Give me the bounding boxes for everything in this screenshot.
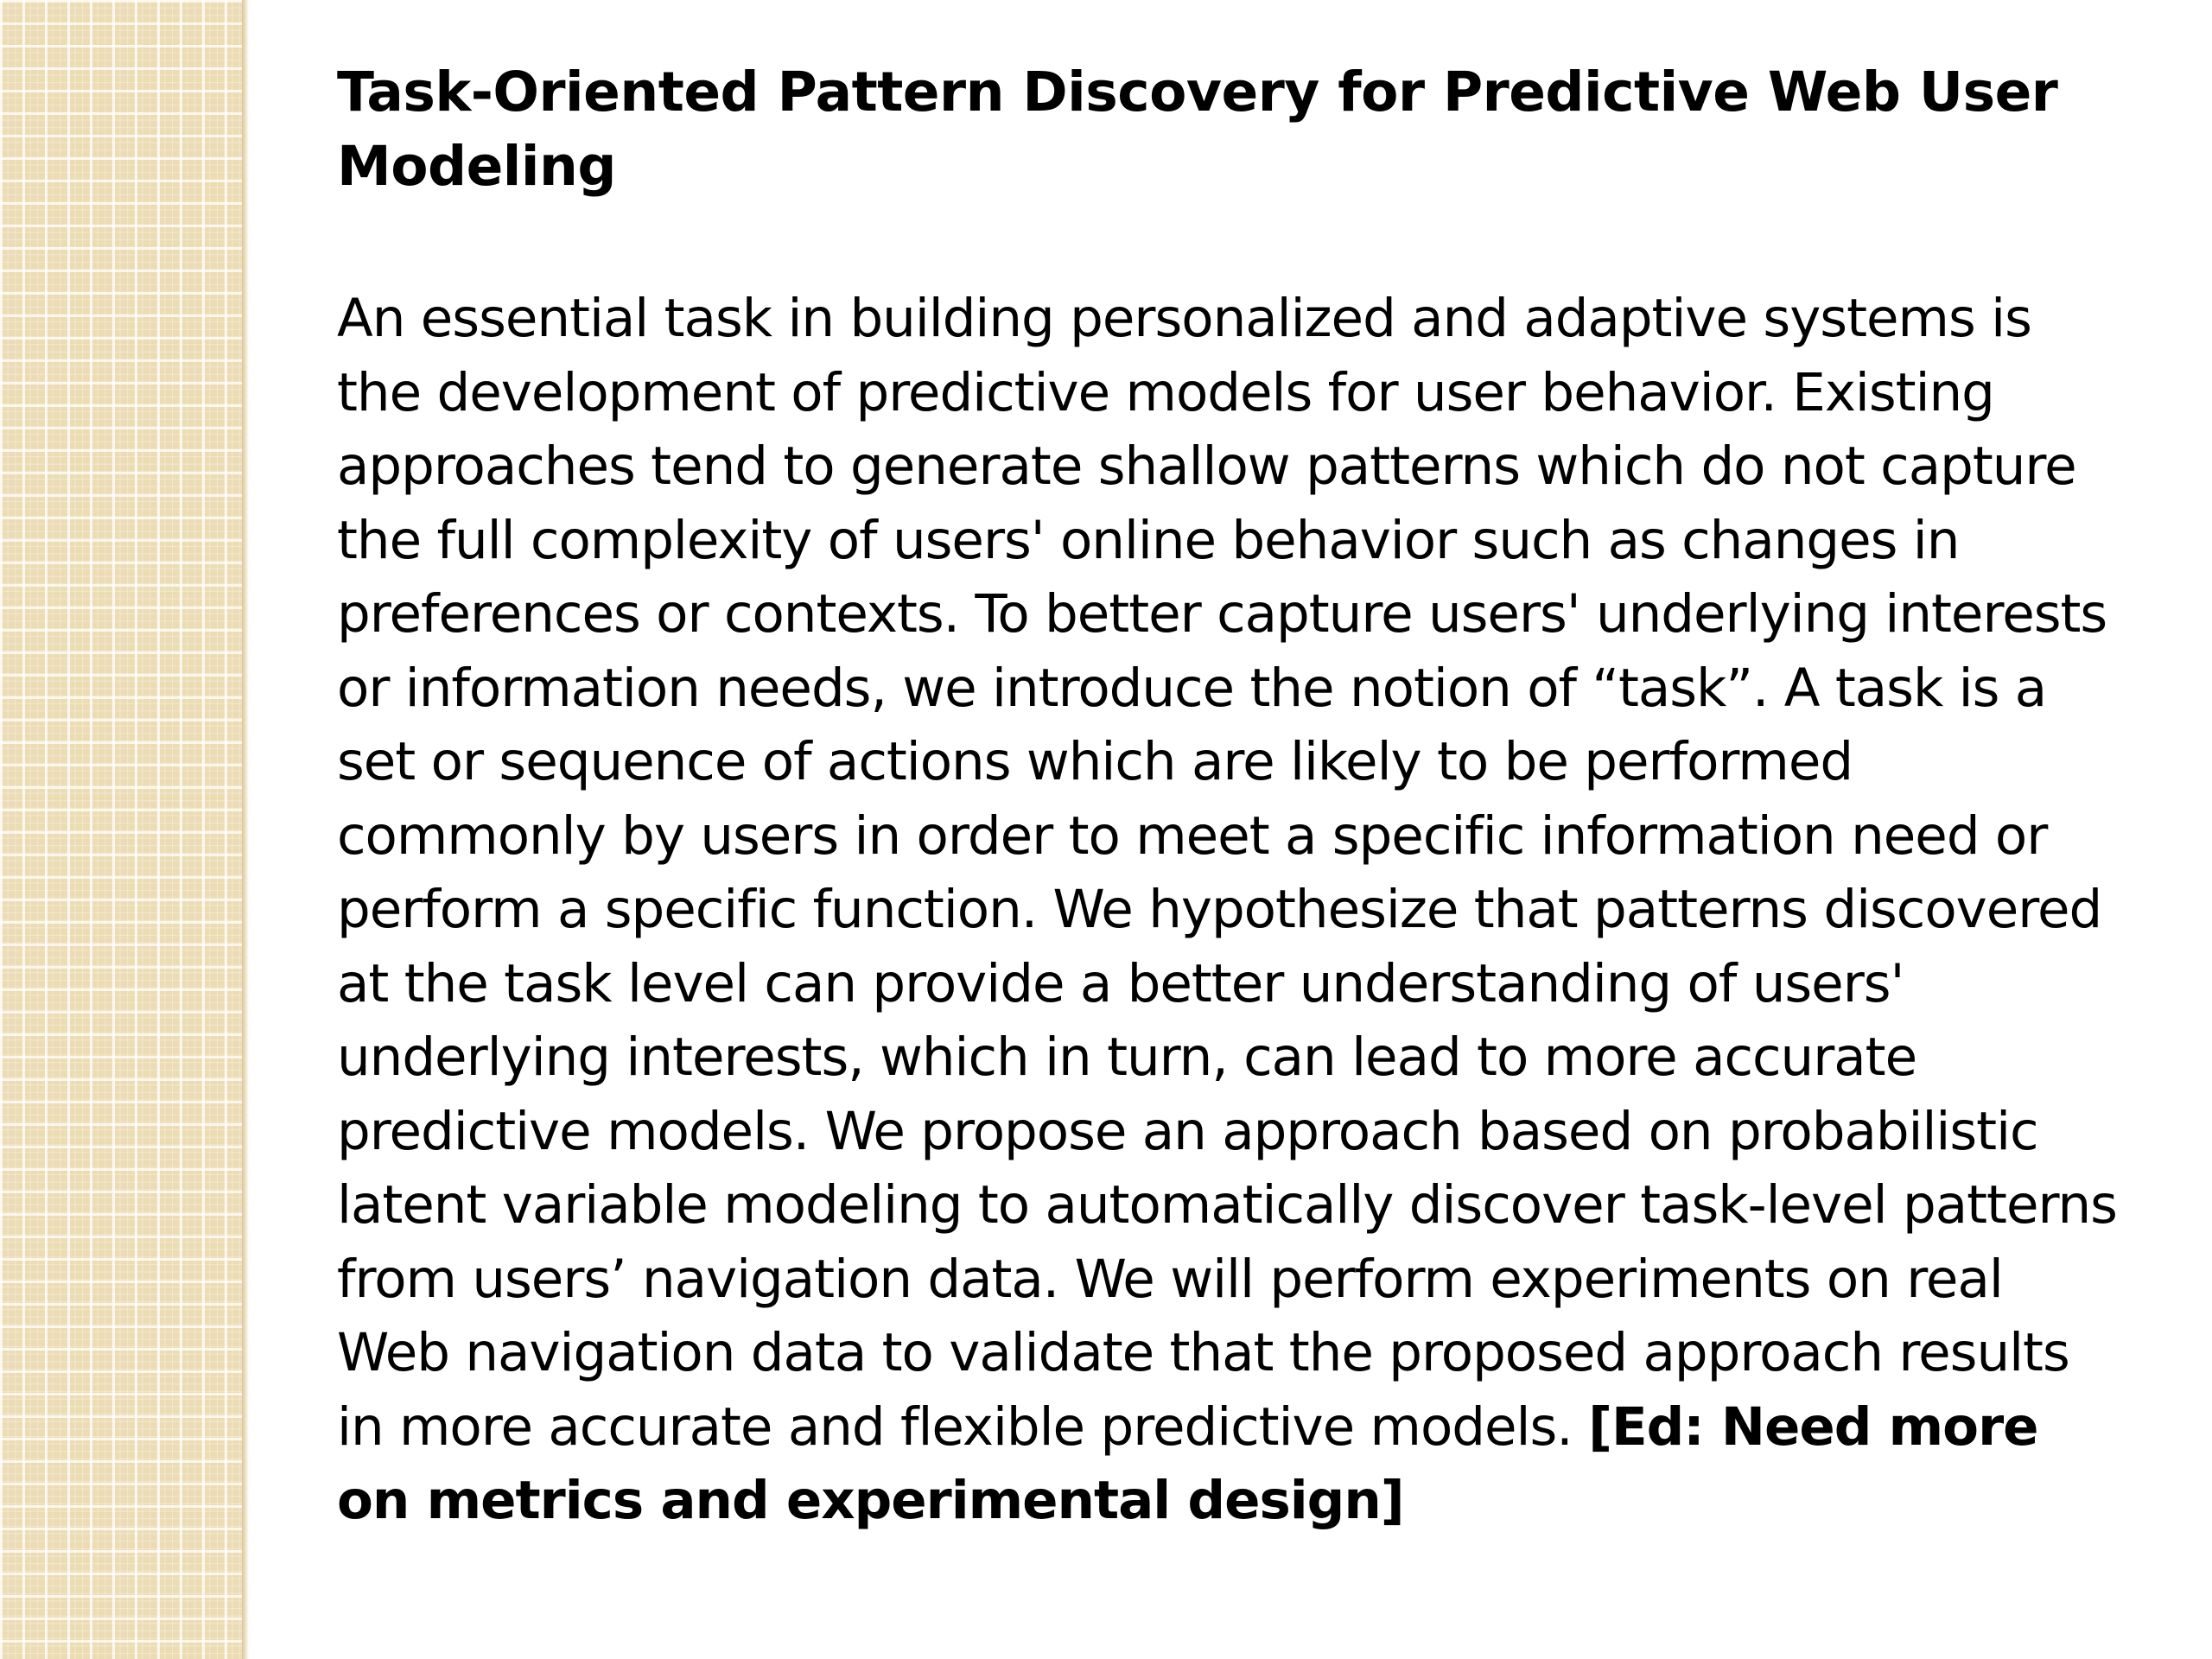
side-pattern-edge	[242, 0, 249, 1659]
slide-content	[337, 55, 2117, 1538]
slide-body	[337, 282, 2117, 1538]
decorative-side-pattern	[0, 0, 242, 1659]
editor-note: [Ed: Need more on metrics and experimental design]	[337, 1395, 2038, 1531]
body-text: An essential task in building personalized and adaptive systems is the development of predictive models for user behavior. Existing approaches tend to generate shallow patterns which do not capture the full complexity of users' online behavior such as changes in preferences or contexts. To better capture users' underlying interests or information needs, we introduce the notion of “task”. A task is a set or sequence of actions which are likely to be performed commonly by users in order to meet a specific information need or perform a specific function. We hypothesize that patterns discovered at the task level can provide a better understanding of users' underlying interests, which in turn, can lead to more accurate predictive models. We propose an approach based on probabilistic latent variable modeling to automatically discover task-level patterns from users’ navigation data. We will perform experiments on real Web navigation data to validate that the proposed approach results in more accurate and flexible predictive models.	[337, 288, 2117, 1458]
slide-title: Task-Oriented Pattern Discovery for Predictive Web User Modeling	[337, 60, 2058, 198]
